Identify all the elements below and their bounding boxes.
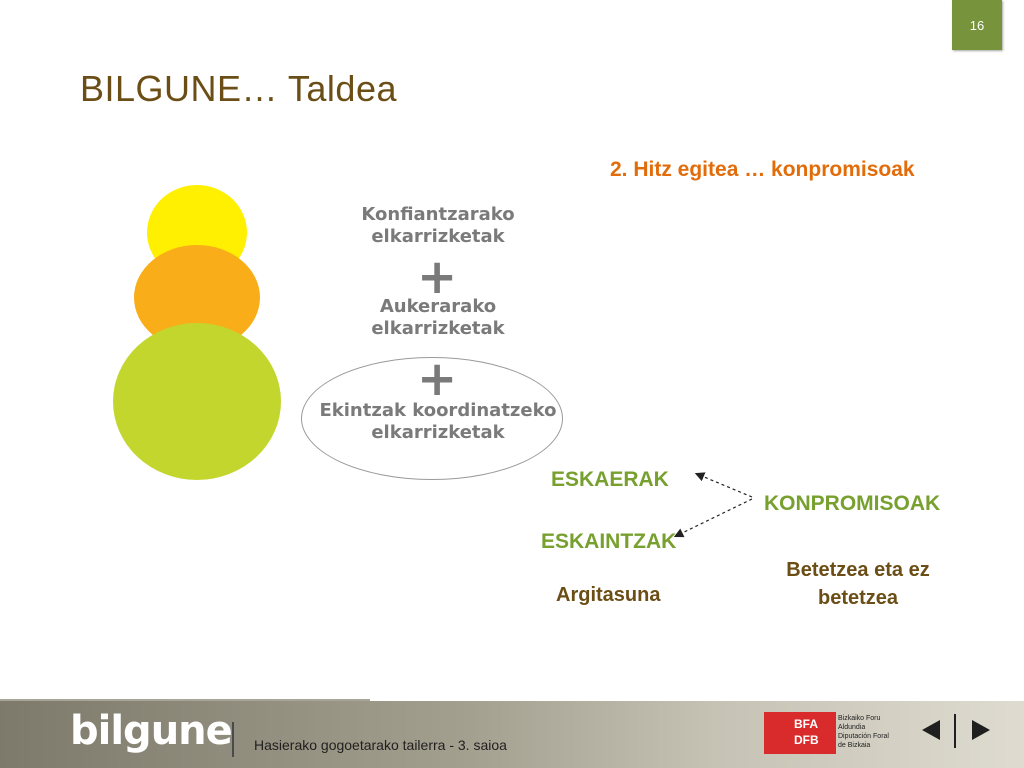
bfa-dfb-logo [764,712,904,756]
plus-sign: + [417,351,458,407]
green-circle [113,323,281,480]
page-number: 16 [969,17,985,33]
prev-arrow-icon[interactable] [920,718,942,742]
arrow-to-offers [676,499,752,536]
clarity-label: Argitasuna [556,584,661,606]
fulfillment-label: Betetzea eta ez betetzea [786,559,930,609]
page-number-badge [952,0,1002,50]
commitments-label: KONPROMISOAK [764,492,941,515]
offers-label: ESKAINTZAK [541,530,677,553]
bfa-dfb-text: Bizkaiko Foru Aldundia Diputación Foral de Bizkaia [838,715,889,749]
slide-title: BILGUNE… Taldea [80,68,397,109]
bilgune-logo: bilgune [70,708,232,754]
action-coordination-label: Ekintzak koordinatzeko elkarrizketak [319,400,557,443]
trust-conversations-label: Konfiantzarako elkarrizketak [361,204,515,247]
bfa-dfb-mark: BFA DFB [764,712,836,754]
plus-sign: + [417,249,458,305]
slide-subtitle: 2. Hitz egitea … konpromisoak [610,158,915,181]
requests-label: ESKAERAK [551,468,669,491]
next-arrow-icon[interactable] [970,718,992,742]
footer-separator [232,722,234,757]
opportunity-conversations-label: Aukerarako elkarrizketak [371,296,505,339]
footer-text: Hasierako gogoetarako tailerra - 3. saioa [254,737,507,753]
arrow-to-requests [697,474,752,497]
nav-separator [954,714,956,748]
